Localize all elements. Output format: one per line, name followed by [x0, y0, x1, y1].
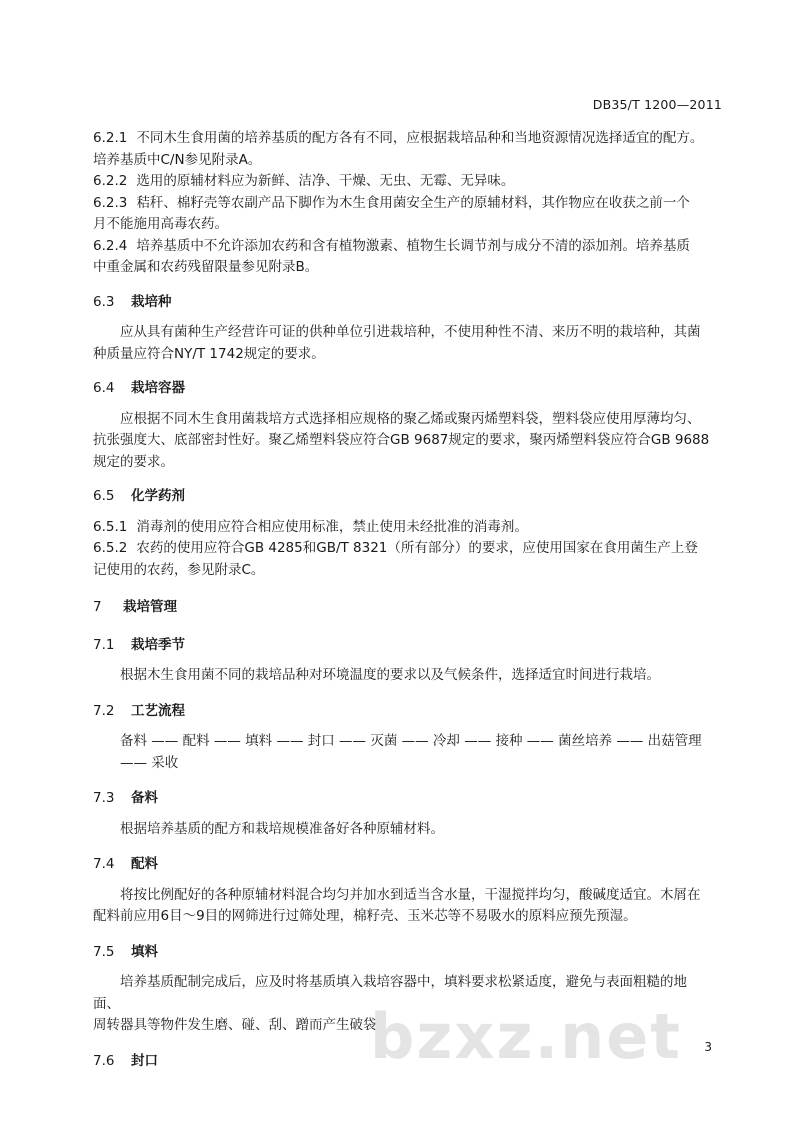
heading-6-5: 6.5 化学药剂 — [93, 488, 185, 504]
clause-6-5-1: 6.5.1 消毒剂的使用应符合相应使用标准，禁止使用未经批准的消毒剂。 — [93, 518, 528, 535]
heading-7-2: 7.2 工艺流程 — [93, 702, 185, 719]
heading-7-4: 7.4 配料 — [93, 856, 158, 872]
standard-code: DB35/T 1200—2011 — [592, 97, 722, 112]
clause-6-5-2: 6.5.2 农药的使用应符合GB 4285和GB/T 8321（所有部分）的要求，应使用国家在食用菌生产上登 — [93, 540, 698, 556]
heading-6-3: 6.3 栽培种 — [93, 293, 172, 310]
heading-7: 7 栽培管理 — [93, 599, 177, 615]
clause-6-2-1: 6.2.1 不同木生食用菌的培养基质的配方各有不同，应根据栽培品种和当地资源情况选择适宜的配方。 — [93, 130, 704, 146]
para-7-1: 根据木生食用菌不同的栽培品种对环境温度的要求以及气候条件，选择适宜时间进行栽培。 — [120, 667, 660, 683]
para-6-4-line2: 抗张强度大、底部密封性好。聚乙烯塑料袋应符合GB 9687规定的要求，聚丙烯塑料袋应符合GB 9688 — [93, 432, 710, 448]
clause-6-2-1-cont: 培养基质中C/N参见附录A。 — [93, 151, 262, 168]
heading-6-4: 6.4 栽培容器 — [93, 380, 185, 396]
para-7-5-line2: 周转器具等物件发生磨、碰、刮、蹭而产生破袋。 — [93, 1017, 390, 1033]
para-7-4-line2: 配料前应用6目～9目的网筛进行过筛处理，棉籽壳、玉米芯等不易吸水的原料应预先预湿。 — [93, 908, 637, 924]
para-6-3-line2: 种质量应符合NY/T 1742规定的要求。 — [93, 345, 325, 362]
clause-6-2-3: 6.2.3 秸秆、棉籽壳等农副产品下脚作为木生食用菌安全生产的原辅材料，其作物应在收获之前一个 — [93, 194, 690, 211]
clause-6-5-2-cont: 记使用的农药，参见附录C。 — [93, 561, 265, 578]
page-content — [93, 128, 713, 1072]
heading-7-6: 7.6 封口 — [93, 1052, 158, 1069]
para-7-4-line1: 将按比例配好的各种原辅材料混合均匀并加水到适当含水量，干湿搅拌均匀，酸碱度适宜。木屑在 — [120, 886, 701, 903]
clause-6-2-4: 6.2.4 培养基质中不允许添加农药和含有植物激素、植物生长调节剂与成分不清的添加剂。培养基质 — [93, 237, 690, 254]
para-6-4-line3: 规定的要求。 — [93, 453, 174, 470]
heading-7-5: 7.5 填料 — [93, 943, 158, 960]
clause-6-2-3-cont: 月不能施用高毒农药。 — [93, 216, 228, 232]
heading-7-1: 7.1 栽培季节 — [93, 636, 185, 653]
heading-7-3: 7.3 备料 — [93, 790, 158, 806]
para-6-4-line1: 应根据不同木生食用菌栽培方式选择相应规格的聚乙烯或聚丙烯塑料袋，塑料袋应使用厚薄均匀、 — [120, 410, 701, 427]
watermark: bzxz.net — [370, 1000, 682, 1073]
para-7-5-line1: 培养基质配制完成后，应及时将基质填入栽培容器中，填料要求松紧适度，避免与表面粗糙的地面、 — [93, 974, 687, 1012]
clause-6-2-4-cont: 中重金属和农药残留限量参见附录B。 — [93, 259, 319, 275]
page-number: 3 — [704, 1040, 712, 1054]
para-6-3-line1: 应从具有菌种生产经营许可证的供种单位引进栽培种，不使用种性不清、来历不明的栽培种，其菌 — [120, 324, 701, 340]
process-flow: 备料 —— 配料 —— 填料 —— 封口 —— 灭菌 —— 冷却 —— 接种 —— 菌丝培养 —— 出菇管理 —— 采收 — [120, 733, 702, 771]
clause-6-2-2: 6.2.2 选用的原辅材料应为新鲜、洁净、干燥、无虫、无霉、无异味。 — [93, 173, 515, 189]
para-7-3: 根据培养基质的配方和栽培规模准备好各种原辅材料。 — [120, 820, 444, 837]
